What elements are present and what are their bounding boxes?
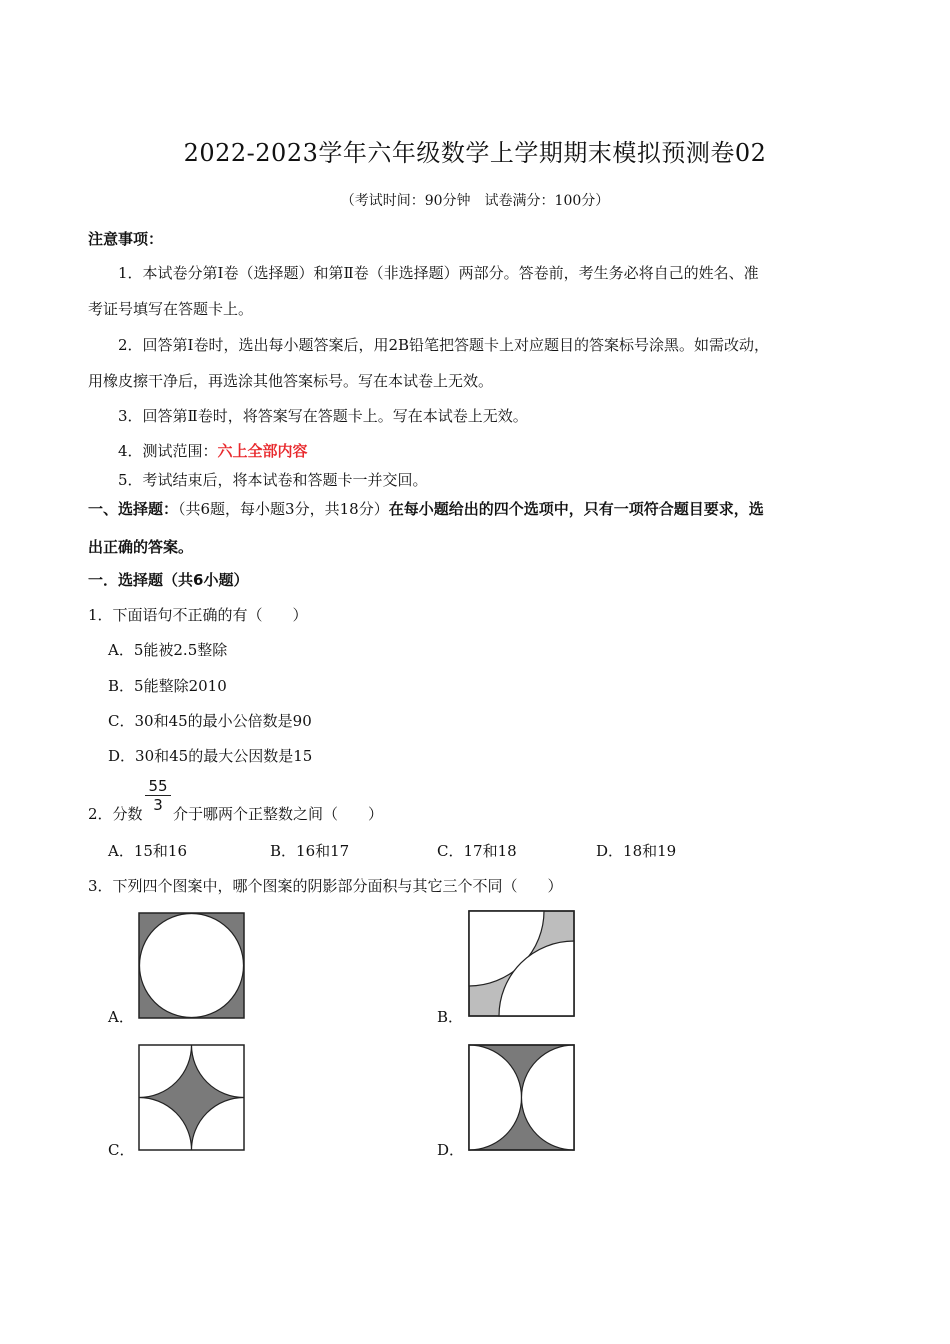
- section-label: 一、选择题：: [88, 500, 179, 518]
- notice-item-5: 5．考试结束后，将本试卷和答题卡一并交回。: [118, 471, 428, 489]
- fraction-55-over-3: [145, 777, 171, 814]
- q3-stem: 3．下列四个图案中，哪个图案的阴影部分面积与其它三个不同（ ）: [88, 877, 563, 895]
- q3-option-a-label: A．: [108, 1008, 134, 1026]
- q1-option-c: C．30和45的最小公倍数是90: [108, 712, 312, 730]
- q2-stem-suffix: 介于哪两个正整数之间（ ）: [173, 805, 384, 823]
- page-title: 2022-2023学年六年级数学上学期期末模拟预测卷02: [183, 139, 767, 167]
- section-info: （共6题，每小题3分，共18分）: [178, 500, 389, 518]
- notice-item-2: 2．回答第Ⅰ卷时，选出每小题答案后，用2B铅笔把答题卡上对应题目的答案标号涂黑。如需改动，: [118, 336, 770, 354]
- q3-option-b-label: B．: [437, 1008, 464, 1026]
- notice-item-4: [118, 440, 308, 461]
- q2-option-b: B．16和17: [270, 842, 350, 860]
- q3-option-c-label: C．: [108, 1141, 135, 1159]
- q2-option-c: C．17和18: [437, 842, 517, 860]
- section-rule-cont: 出正确的答案。: [88, 538, 194, 556]
- q3-option-d-label: D．: [437, 1141, 465, 1159]
- fraction-numerator: 55: [145, 777, 171, 796]
- q1-option-a: A．5能被2.5整除: [108, 641, 228, 659]
- figure-a-circle-in-square: [138, 912, 246, 1020]
- section-rule: 在每小题给出的四个选项中，只有一项符合题目要求，选: [388, 500, 764, 518]
- q2-option-a: A．15和16: [108, 842, 188, 860]
- test-scope: 六上全部内容: [217, 442, 308, 460]
- notice-item-2-cont: 用橡皮擦干净后，再选涂其他答案标号。写在本试卷上无效。: [88, 372, 494, 390]
- notice-item-3: 3．回答第Ⅱ卷时，将答案写在答题卡上。写在本试卷上无效。: [118, 407, 528, 425]
- section-subheading: 一．选择题（共6小题）: [88, 571, 249, 589]
- notice-item-1: 1．本试卷分第Ⅰ卷（选择题）和第Ⅱ卷（非选择题）两部分。答卷前，考生务必将自己的姓名、准: [118, 264, 759, 282]
- notice-item-1-cont: 考证号填写在答题卡上。: [88, 300, 254, 318]
- notice-heading: 注意事项：: [88, 230, 164, 248]
- fraction-denominator: 3: [153, 796, 163, 814]
- exam-info: （考试时间：90分钟 试卷满分：100分）: [340, 193, 610, 209]
- figure-b-quarter-circles: [468, 910, 576, 1018]
- q1-option-d: D．30和45的最大公因数是15: [108, 747, 313, 765]
- figure-c-star-shape: [138, 1044, 246, 1152]
- q2-stem-prefix: 2．分数: [88, 805, 143, 823]
- q1-stem: 1．下面语句不正确的有（ ）: [88, 606, 308, 624]
- q2-option-d: D．18和19: [596, 842, 677, 860]
- notice-item-4-label: 4．测试范围：: [118, 442, 218, 460]
- figure-d-semicircles: [468, 1044, 576, 1152]
- section-heading: [88, 498, 764, 519]
- q1-option-b: B．5能整除2010: [108, 677, 227, 695]
